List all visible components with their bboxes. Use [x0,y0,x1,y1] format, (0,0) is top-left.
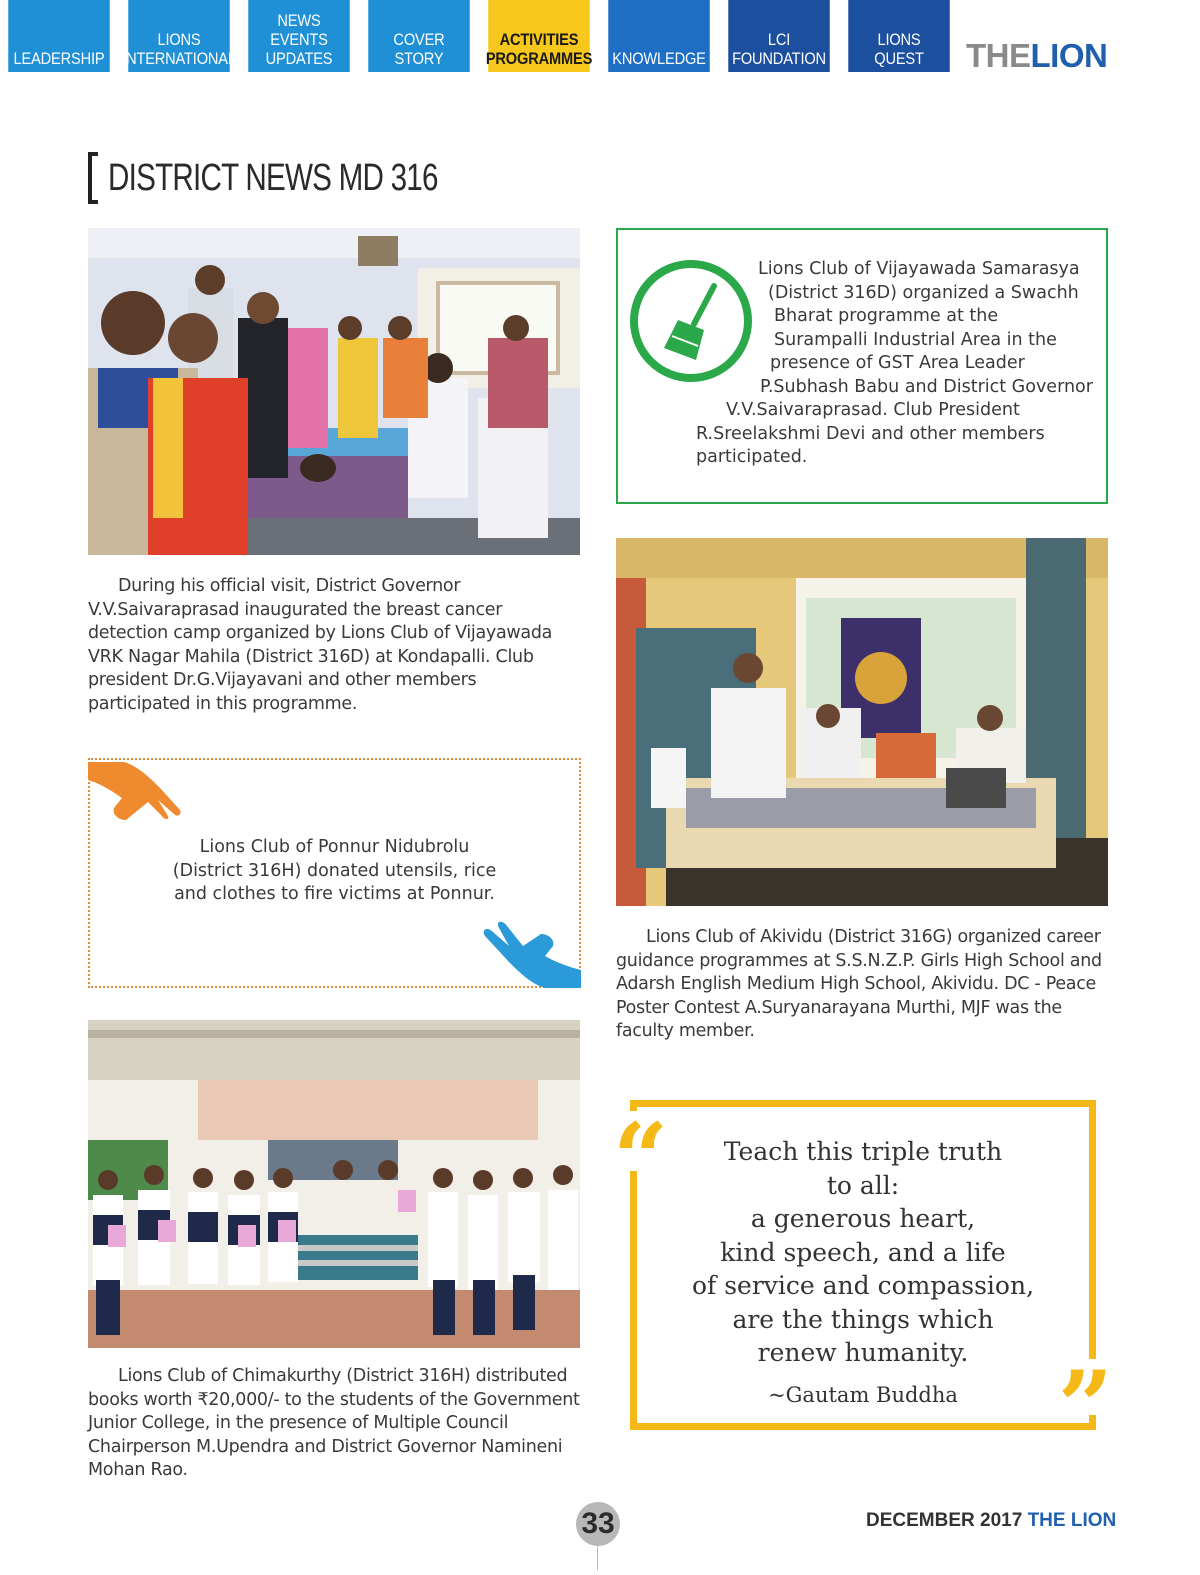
quote-author: ~Gautam Buddha [768,1383,958,1407]
buddha-quote-box [613,1100,1113,1463]
caption-breast-cancer-camp-text: During his official visit, District Governor V.V.Saivaraprasad inaugurated the breast cancer detection camp organized by Lions Club of Vijayawada VRK Nagar Mahila (District 316D) at Kondapalli. Club president Dr.G.Vijayavani and other members participated in this programme. [88,576,553,714]
blue-hand-icon [481,916,581,988]
swachh-line-5: presence of GST Area Leader [770,353,1025,373]
nav-tab-cover-story[interactable]: COVER STORY [368,0,469,72]
swachh-line-8: R.Sreelakshmi Devi and other members [696,423,1045,444]
section-title [88,152,531,204]
swachh-line-6: P.Subhash Babu and District Governor [760,376,1093,397]
photo-akividu-career-guidance [616,538,1108,906]
photo-chimakurthy-books [88,1020,580,1348]
swachh-line-3: Bharat programme at the [774,306,999,326]
caption-chimakurthy-text: Lions Club of Chimakurthy (District 316H) distributed books worth ₹20,000/- to the students of the Government Junior College, in the presence of Multiple Council Chairperson M.Upendra and District Governor Namineni Mohan Rao. [88,1366,580,1480]
quote-line-4: kind speech, and a life [720,1237,1006,1267]
quote-line-3: a generous heart, [750,1204,976,1233]
top-navigation [0,0,960,72]
brand-lion: LION [1030,37,1108,74]
swachh-line-1: Lions Club of Vijayawada Samarasya [758,259,1080,279]
ponnur-line-3: and clothes to fire victims at Ponnur. [174,884,495,904]
nav-tab-knowledge[interactable]: KNOWLEDGE [608,0,709,72]
swachh-line-9: participated. [696,447,808,467]
photo-breast-cancer-camp [88,228,580,555]
magazine-brand [966,38,1107,74]
nav-tab-lions-quest[interactable]: LIONS QUEST [848,0,949,72]
ponnur-line-1: Lions Club of Ponnur Nidubrolu [199,837,470,857]
footer-date: DECEMBER 2017 [866,1510,1023,1531]
quote-line-7: renew humanity. [757,1338,969,1367]
nav-tab-news-events-updates[interactable]: NEWS EVENTS UPDATES [248,0,349,72]
section-title-text: DISTRICT NEWS MD 316 [108,156,438,199]
footer-issue [866,1510,1116,1532]
quote-line-5: of service and compassion, [691,1271,1035,1300]
nav-tab-leadership[interactable]: LEADERSHIP [8,0,109,72]
swachh-line-2: (District 316D) organized a Swachh [768,282,1079,303]
swachh-bharat-text [696,258,1101,470]
quote-line-2: to all: [826,1170,900,1200]
caption-breast-cancer-camp [88,575,580,716]
nav-tab-activities-programmes[interactable]: ACTIVITIES PROGRAMMES [488,0,589,72]
caption-akividu [616,926,1108,1044]
caption-chimakurthy [88,1365,580,1483]
orange-hand-icon [88,758,188,820]
open-quote-icon: “ [609,1111,672,1171]
ponnur-donation-box [88,758,581,988]
page-number: 33 [576,1502,620,1546]
quote-text [637,1135,1089,1370]
ponnur-line-2: (District 316H) donated utensils, rice [172,860,497,881]
footer-magazine: THE LION [1027,1510,1117,1531]
nav-tab-lions-international[interactable]: LIONS INTERNATIONAL [128,0,229,72]
swachh-line-7: V.V.Saivaraprasad. Club President [726,400,1020,420]
title-bracket [88,152,98,204]
swachh-line-4: Surampalli Industrial Area in the [774,329,1057,350]
swachh-bharat-box [616,228,1108,504]
caption-akividu-text: Lions Club of Akividu (District 316G) organized career guidance programmes at S.S.N.Z.P. Girls High School and Adarsh English Medium High School, Akividu. DC - Peace Poster Contest A.Suryanarayana Murthi, MJF was the faculty member. [616,927,1102,1041]
quote-line-1: Teach this triple truth [723,1137,1003,1166]
ponnur-text [90,836,579,907]
close-quote-icon: ” [1054,1359,1117,1415]
brand-the: THE [966,37,1031,74]
page-number-line [597,1546,598,1570]
quote-line-6: are the things which [732,1304,994,1334]
nav-tab-lci-foundation[interactable]: LCI FOUNDATION [728,0,829,72]
